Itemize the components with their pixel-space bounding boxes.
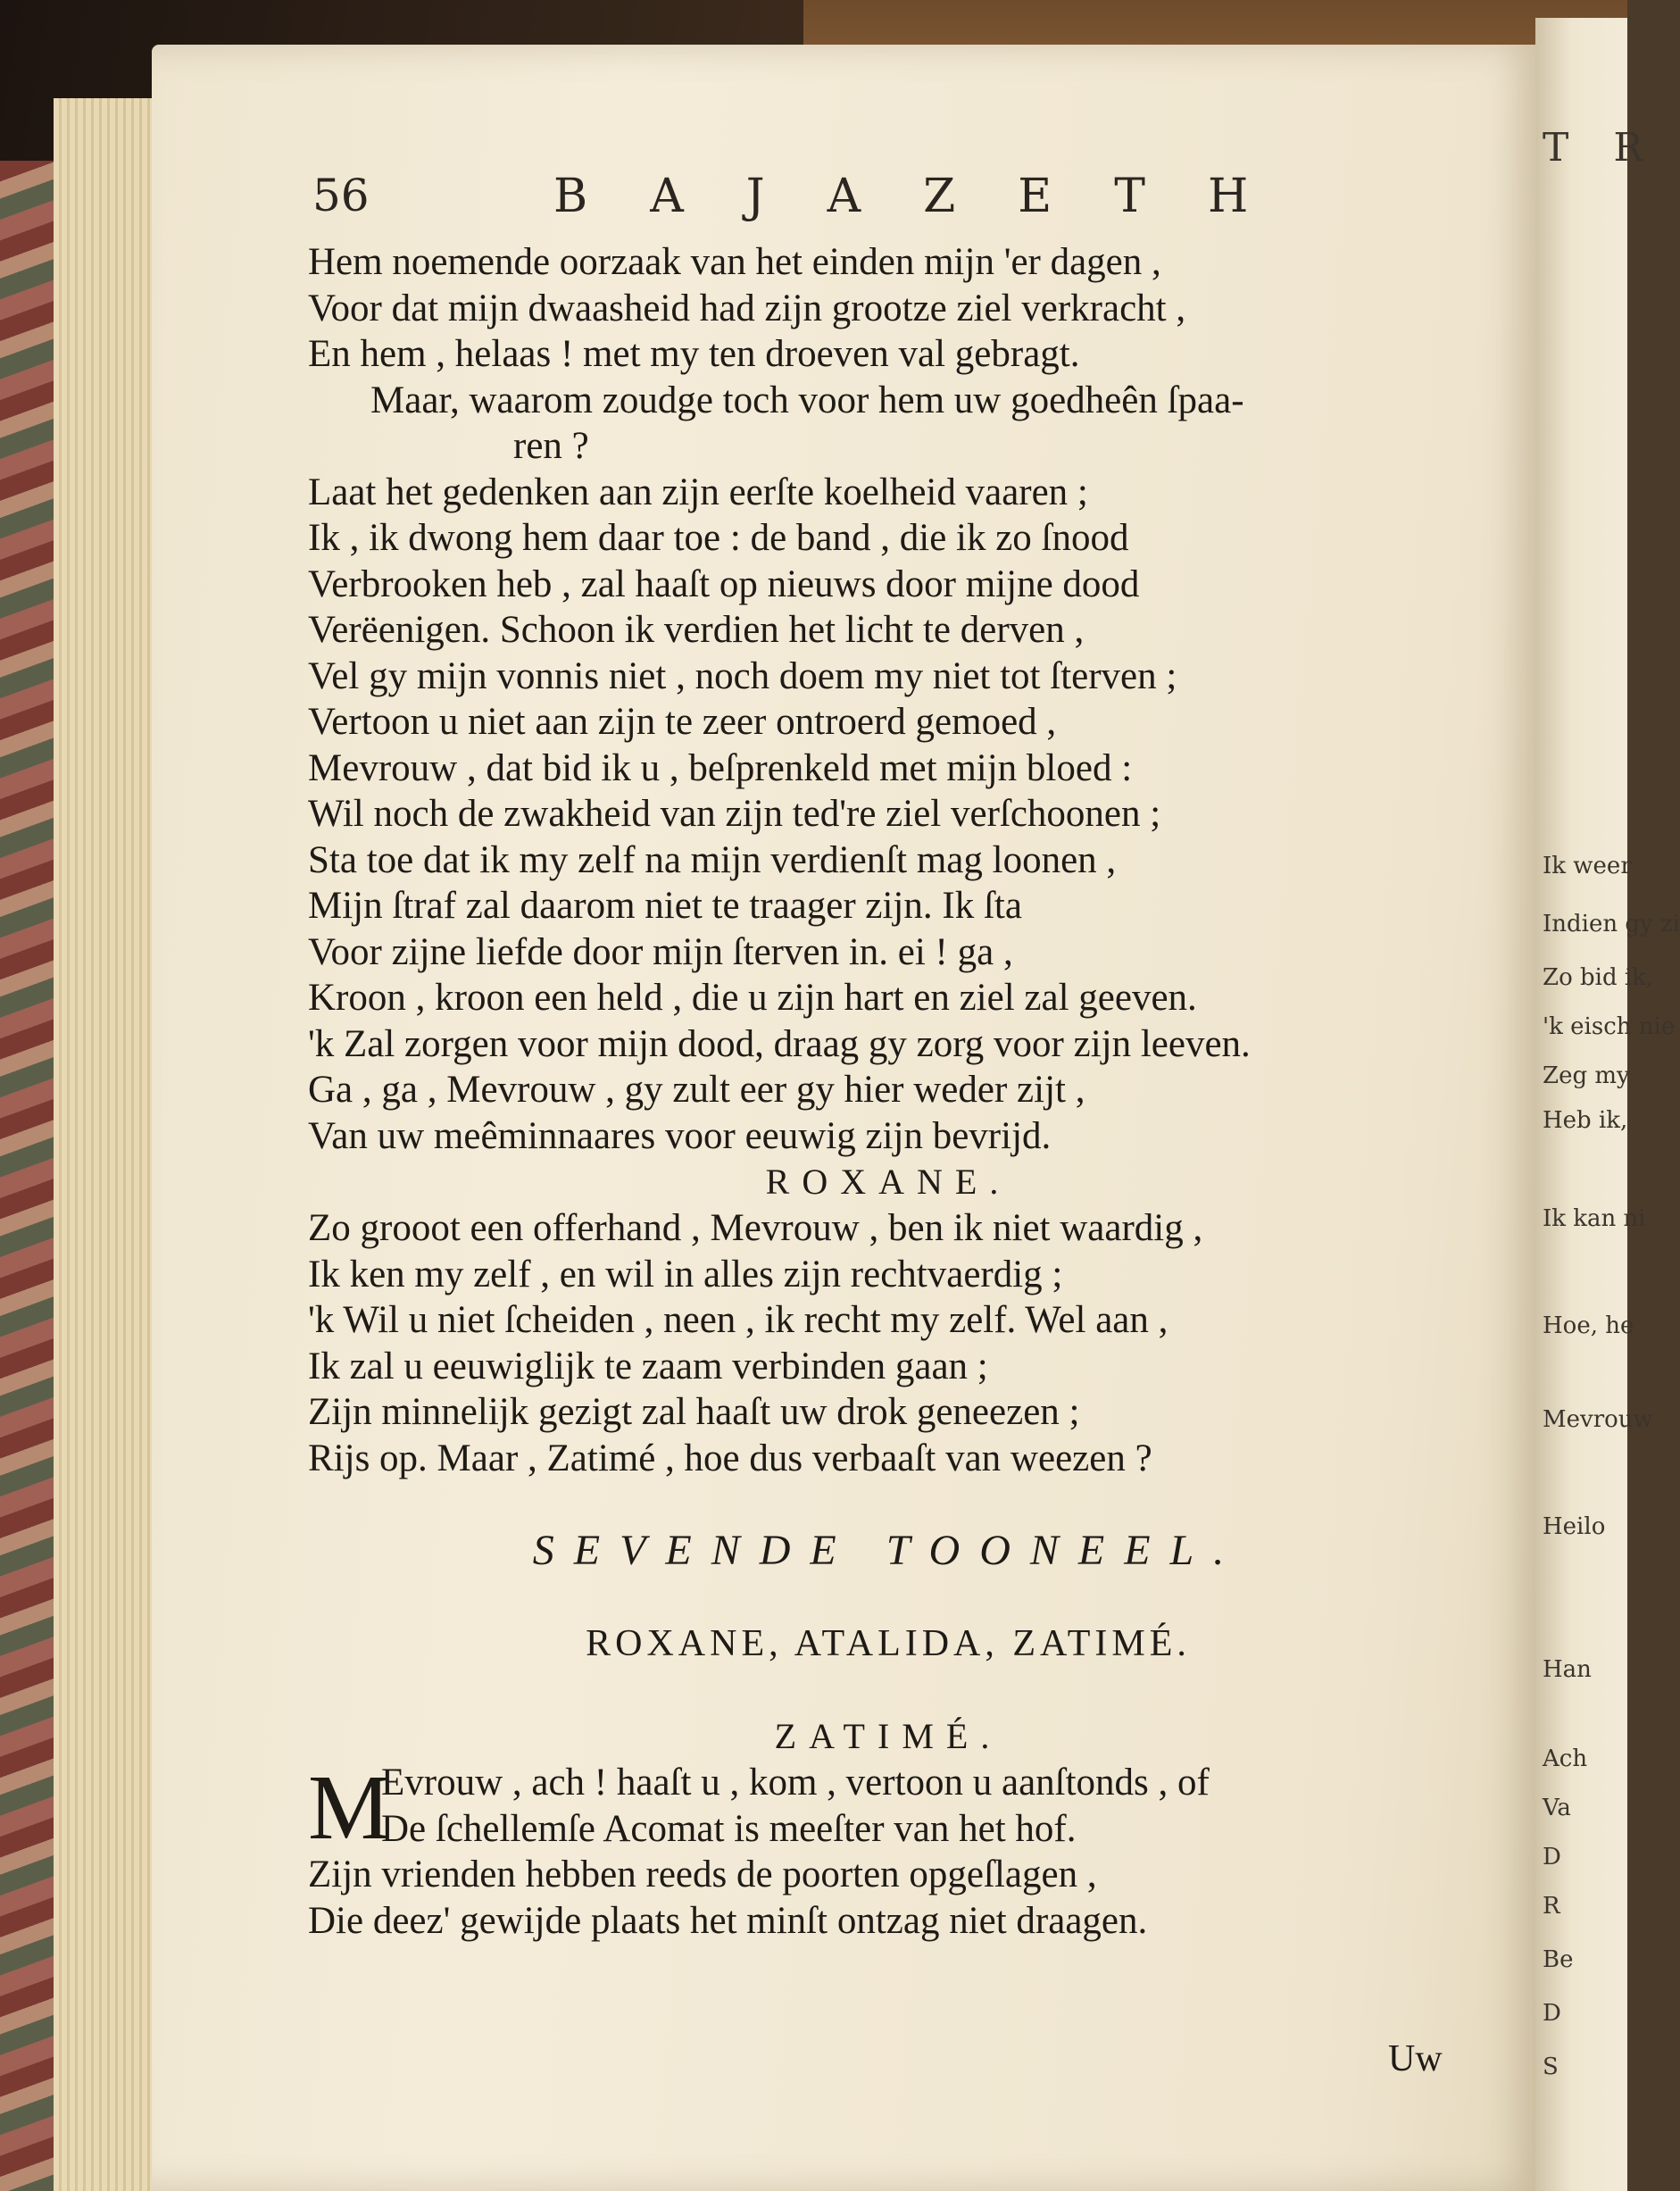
verse-line: ren ? [513, 425, 589, 467]
facing-page [1535, 18, 1680, 2191]
facing-line: Ach [1543, 1745, 1588, 1772]
verse-line: Ik , ik dwong hem daar toe : de band , die ik zo ſnood [308, 517, 1129, 559]
catchword: Uw [1388, 2038, 1443, 2079]
facing-line: Va [1543, 1795, 1571, 1821]
page-header [312, 170, 1473, 250]
facing-line: 'k eisch nie [1543, 1013, 1676, 1040]
facing-line: Han [1543, 1656, 1592, 1683]
verse-line: Rijs op. Maar , Zatimé , hoe dus verbaaſt van weezen ? [308, 1437, 1152, 1479]
facing-line: Ik weer [1543, 853, 1632, 879]
verse-line: Vel gy mijn vonnis niet , noch doem my niet tot ſterven ; [308, 654, 1177, 697]
verse-line: Die deez' gewijde plaats het minſt ontzag niet draagen. [308, 1899, 1148, 1942]
verse-line: Ga , ga , Mevrouw , gy zult eer gy hier weder zijt , [308, 1069, 1085, 1111]
dropcap-paragraph [308, 1756, 1495, 1859]
speaker-name: ROXANE. [765, 1162, 1011, 1202]
verse-line: Ik ken my zelf , en wil in alles zijn rechtvaerdig ; [308, 1253, 1063, 1295]
verse-line: Verëenigen. Schoon ik verdien het licht te derven , [308, 609, 1085, 651]
facing-line: Be [1543, 1946, 1574, 1973]
verse-line: 'k Wil u niet ſcheiden , neen , ik recht my zelf. Wel aan , [308, 1299, 1169, 1341]
facing-line: Zo bid ik, [1543, 964, 1654, 991]
verse-line: Maar, waarom zoudge toch voor hem uw goedheên ſpaa- [370, 379, 1244, 421]
cast-list: ROXANE, ATALIDA, ZATIMÉ. [586, 1623, 1191, 1664]
facing-line: T R [1543, 125, 1659, 171]
facing-line: Indien gy zi [1543, 911, 1680, 937]
verse-line: Mevrouw , dat bid ik u , beſprenkeld met mijn bloed : [308, 746, 1133, 789]
scene-title: SEVENDE TOONEEL. [532, 1527, 1244, 1574]
verse-line: De ſchellemſe Acomat is meeſter van het hof. [381, 1807, 1077, 1850]
verse-line: Verbrooken heb , zal haaſt op nieuws door mijne dood [308, 562, 1140, 605]
facing-line: Ik kan ni [1543, 1205, 1646, 1232]
drop-cap: M [308, 1756, 391, 1859]
facing-line: S [1543, 2054, 1559, 2080]
verse-line: Sta toe dat ik my zelf na mijn verdienſt mag loonen , [308, 838, 1117, 881]
verse-line: Kroon , kroon een held , die u zijn hart en ziel zal geeven. [308, 977, 1197, 1019]
verse-line: Voor zijne liefde door mijn ſterven in. ei ! ga , [308, 930, 1013, 973]
play-text [308, 239, 1495, 1944]
verse-line: 'k Zal zorgen voor mijn dood, draag gy zorg voor zijn leeven. [308, 1022, 1251, 1065]
verse-line: En hem , helaas ! met my ten droeven val gebragt. [308, 333, 1080, 375]
facing-line: Heb ik, [1543, 1107, 1628, 1134]
facing-line: R [1543, 1893, 1560, 1920]
verse-line: Mijn ſtraf zal daarom niet te traager zijn. Ik ſta [308, 885, 1022, 927]
verse-line: Van uw meêminnaares voor eeuwig zijn bevrijd. [308, 1114, 1052, 1157]
facing-line: Mevrouw [1543, 1406, 1653, 1433]
verse-line: Zijn vrienden hebben reeds de poorten opgeſlagen , [308, 1854, 1097, 1895]
verse-line: Voor dat mijn dwaasheid had zijn grootze ziel verkracht , [308, 287, 1186, 329]
verse-line: Laat het gedenken aan zijn eerſte koelheid vaaren ; [308, 471, 1088, 513]
speaker-name: ZATIMÉ. [774, 1716, 1002, 1756]
verse-line: Wil noch de zwakheid van zijn ted're ziel verſchoonen ; [308, 793, 1161, 835]
verse-line: Zo grooot een offerhand , Mevrouw , ben ik niet waardig , [308, 1207, 1203, 1249]
running-title: BAJAZETH [553, 170, 1311, 223]
facing-line: Hoe, he [1543, 1312, 1634, 1339]
facing-line: Heilo [1543, 1513, 1606, 1540]
verse-line: Vertoon u niet aan zijn te zeer ontroerd gemoed , [308, 701, 1057, 743]
verse-line: Evrouw , ach ! haaſt u , kom , vertoon u aanſtonds , of [381, 1762, 1210, 1804]
verse-line: Hem noemende oorzaak van het einden mijn 'er dagen , [308, 241, 1161, 283]
verse-line: Ik zal u eeuwiglijk te zaam verbinden gaan ; [308, 1345, 988, 1387]
facing-line: D [1543, 1844, 1561, 1870]
verse-line: Zijn minnelijk gezigt zal haaſt uw drok geneezen ; [308, 1391, 1080, 1433]
page-number: 56 [312, 170, 370, 221]
facing-line: D [1543, 2000, 1561, 2027]
facing-line: Zeg my [1543, 1062, 1630, 1089]
